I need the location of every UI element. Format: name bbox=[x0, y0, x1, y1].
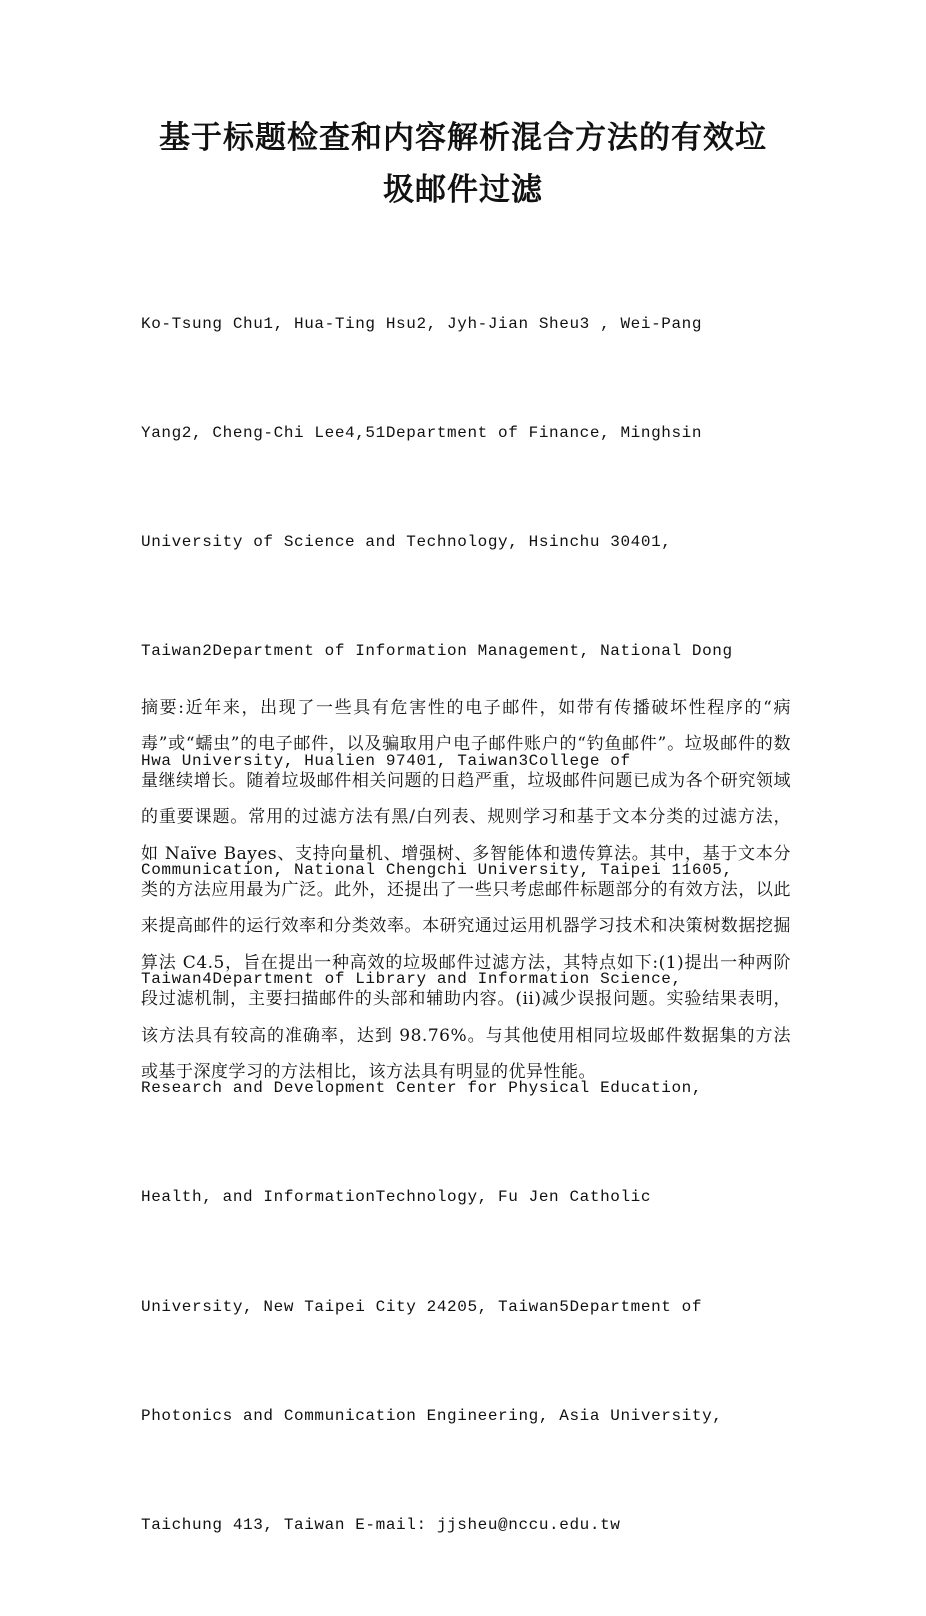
paper-title bbox=[120, 112, 806, 216]
author-line: Taiwan4Department of Library and Information Science, bbox=[141, 970, 682, 989]
author-line: Health, and InformationTechnology, Fu Jen Catholic bbox=[141, 1188, 652, 1207]
author-line: Research and Development Center for Physical Education, bbox=[141, 1079, 703, 1098]
author-line: Yang2, Cheng-Chi Lee4,51Department of Finance, Minghsin bbox=[141, 424, 703, 443]
author-line: Ko-Tsung Chu1, Hua-Ting Hsu2, Jyh-Jian Sheu3 , Wei-Pang bbox=[141, 314, 703, 333]
paper-title-line-1: 基于标题检查和内容解析混合方法的有效垃 bbox=[159, 120, 767, 156]
abstract-paragraph: 摘要:近年来，出现了一些具有危害性的电子邮件，如带有传播破坏性程序的“病毒”或“蠕虫”的电子邮件，以及骗取用户电子邮件账户的“钓鱼邮件”。垃圾邮件的数量继续增长。随着垃圾邮件相关问题的日趋严重，垃圾邮件问题已成为各个研究领域的重要课题。常用的过滤方法有黑/白列表、规则学习和基于文本分类的过滤方法，如 Naïve Bayes、支持向量机、增强树、多智能体和遗传算法。其中，基于文本分类的方法应用最为广泛。此外，还提出了一些只考虑邮件标题部分的有效方法，以此来提高邮件的运行效率和分类效率。本研究通过运用机器学习技术和决策树数据挖掘算法 C4.5，旨在提出一种高效的垃圾邮件过滤方法，其特点如下:(1)提出一种两阶段过滤机制，主要扫描邮件的头部和辅助内容。(ii)减少误报问题。实验结果表明，该方法具有较高的准确率，达到 98.76%。与其他使用相同垃圾邮件数据集的方法或基于深度学习的方法相比，该方法具有明显的优异性能。 bbox=[141, 698, 791, 1083]
author-line: Taichung 413, Taiwan E-mail: jjsheu@nccu.edu.tw bbox=[141, 1516, 621, 1535]
author-line: Communication, National Chengchi University, Taipei 11605, bbox=[141, 860, 733, 879]
author-line: Hwa University, Hualien 97401, Taiwan3College of bbox=[141, 751, 631, 770]
author-line: Photonics and Communication Engineering, Asia University, bbox=[141, 1406, 723, 1425]
paper-title-line-2: 圾邮件过滤 bbox=[383, 172, 543, 208]
author-line: University of Science and Technology, Hsinchu 30401, bbox=[141, 533, 672, 552]
author-line: Taiwan2Department of Information Management, National Dong bbox=[141, 642, 733, 661]
author-line: University, New Taipei City 24205, Taiwan5Department of bbox=[141, 1297, 703, 1316]
